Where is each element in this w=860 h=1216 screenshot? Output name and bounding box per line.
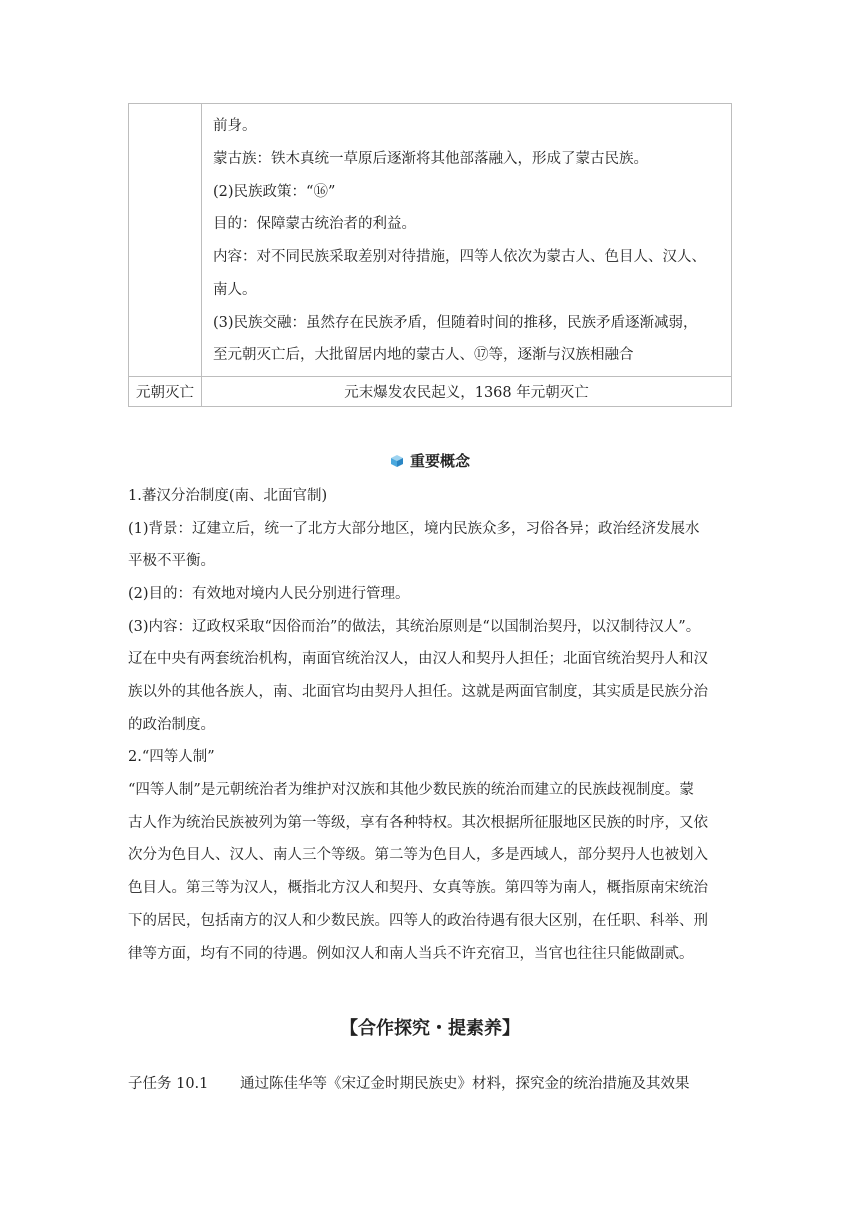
ethnic-policy-table [128,103,732,407]
concept-line: 2.“四等人制” [128,749,215,765]
subtask [128,1074,690,1094]
concept-line: (3)内容：辽政权采取“因俗而治”的做法，其统治原则是“以国制治契丹，以汉制待汉人”。 [128,619,701,635]
cell-line: 前身。 [213,118,257,134]
concept-line: 色目人。第三等为汉人，概指北方汉人和契丹、女真等族。第四等为南人，概指原南宋统治 [128,880,708,896]
concept-line: 次分为色目人、汉人、南人三个等级。第二等为色目人，多是西域人，部分契丹人也被划入 [128,847,708,863]
concept-line: 1.蕃汉分治制度(南、北面官制) [128,488,328,504]
cell-line: (3)民族交融：虽然存在民族矛盾，但随着时间的推移，民族矛盾逐渐减弱， [213,315,698,331]
concept-line: (1)背景：辽建立后，统一了北方大部分地区，境内民族众多，习俗各异；政治经济发展水 [128,521,700,537]
table-column-divider [201,104,202,406]
cell-line: 内容：对不同民族采取差别对待措施，四等人依次为蒙古人、色目人、汉人、 [213,249,706,265]
subtask-label: 子任务 10.1 [128,1076,209,1092]
cell-line: (2)民族政策：“⑯” [213,184,336,200]
row-label-yuan-fall: 元朝灭亡 [136,385,194,401]
concept-line: “四等人制”是元朝统治者为维护对汉族和其他少数民族的统治而建立的民族歧视制度。蒙 [128,782,694,798]
concept-line: (2)目的：有效地对境内人民分别进行管理。 [128,586,410,602]
row-content-yuan-fall: 元末爆发农民起义，1368 年元朝灭亡 [344,385,589,401]
cell-line: 目的：保障蒙古统治者的利益。 [213,216,416,232]
concept-line: 辽在中央有两套统治机构，南面官统治汉人，由汉人和契丹人担任；北面官统治契丹人和汉 [128,651,708,667]
concept-line: 族以外的其他各族人，南、北面官均由契丹人担任。这就是两面官制度，其实质是民族分治 [128,684,708,700]
section-title [0,450,860,471]
subtask-text: 通过陈佳华等《宋辽金时期民族史》材料，探究金的统治措施及其效果 [240,1076,690,1092]
cell-line: 至元朝灭亡后，大批留居内地的蒙古人、⑰等，逐渐与汉族相融合 [213,347,634,363]
cooperative-inquiry-title: 【合作探究・提素养】 [340,1018,520,1039]
concept-line: 律等方面，均有不同的待遇。例如汉人和南人当兵不许充宿卫，当官也往往只能做副贰。 [128,946,694,962]
concept-line: 平极不平衡。 [128,553,215,569]
section-title-text: 重要概念 [409,452,470,470]
cube-icon [390,454,404,468]
cell-line: 蒙古族：铁木真统一草原后逐渐将其他部落融入，形成了蒙古民族。 [213,151,648,167]
cell-line: 南人。 [213,282,257,298]
concept-line: 古人作为统治民族被列为第一等级，享有各种特权。其次根据所征服地区民族的时序，又依 [128,815,708,831]
concept-line: 下的居民，包括南方的汉人和少数民族。四等人的政治待遇有很大区别，在任职、科举、刑 [128,913,708,929]
concept-line: 的政治制度。 [128,717,215,733]
